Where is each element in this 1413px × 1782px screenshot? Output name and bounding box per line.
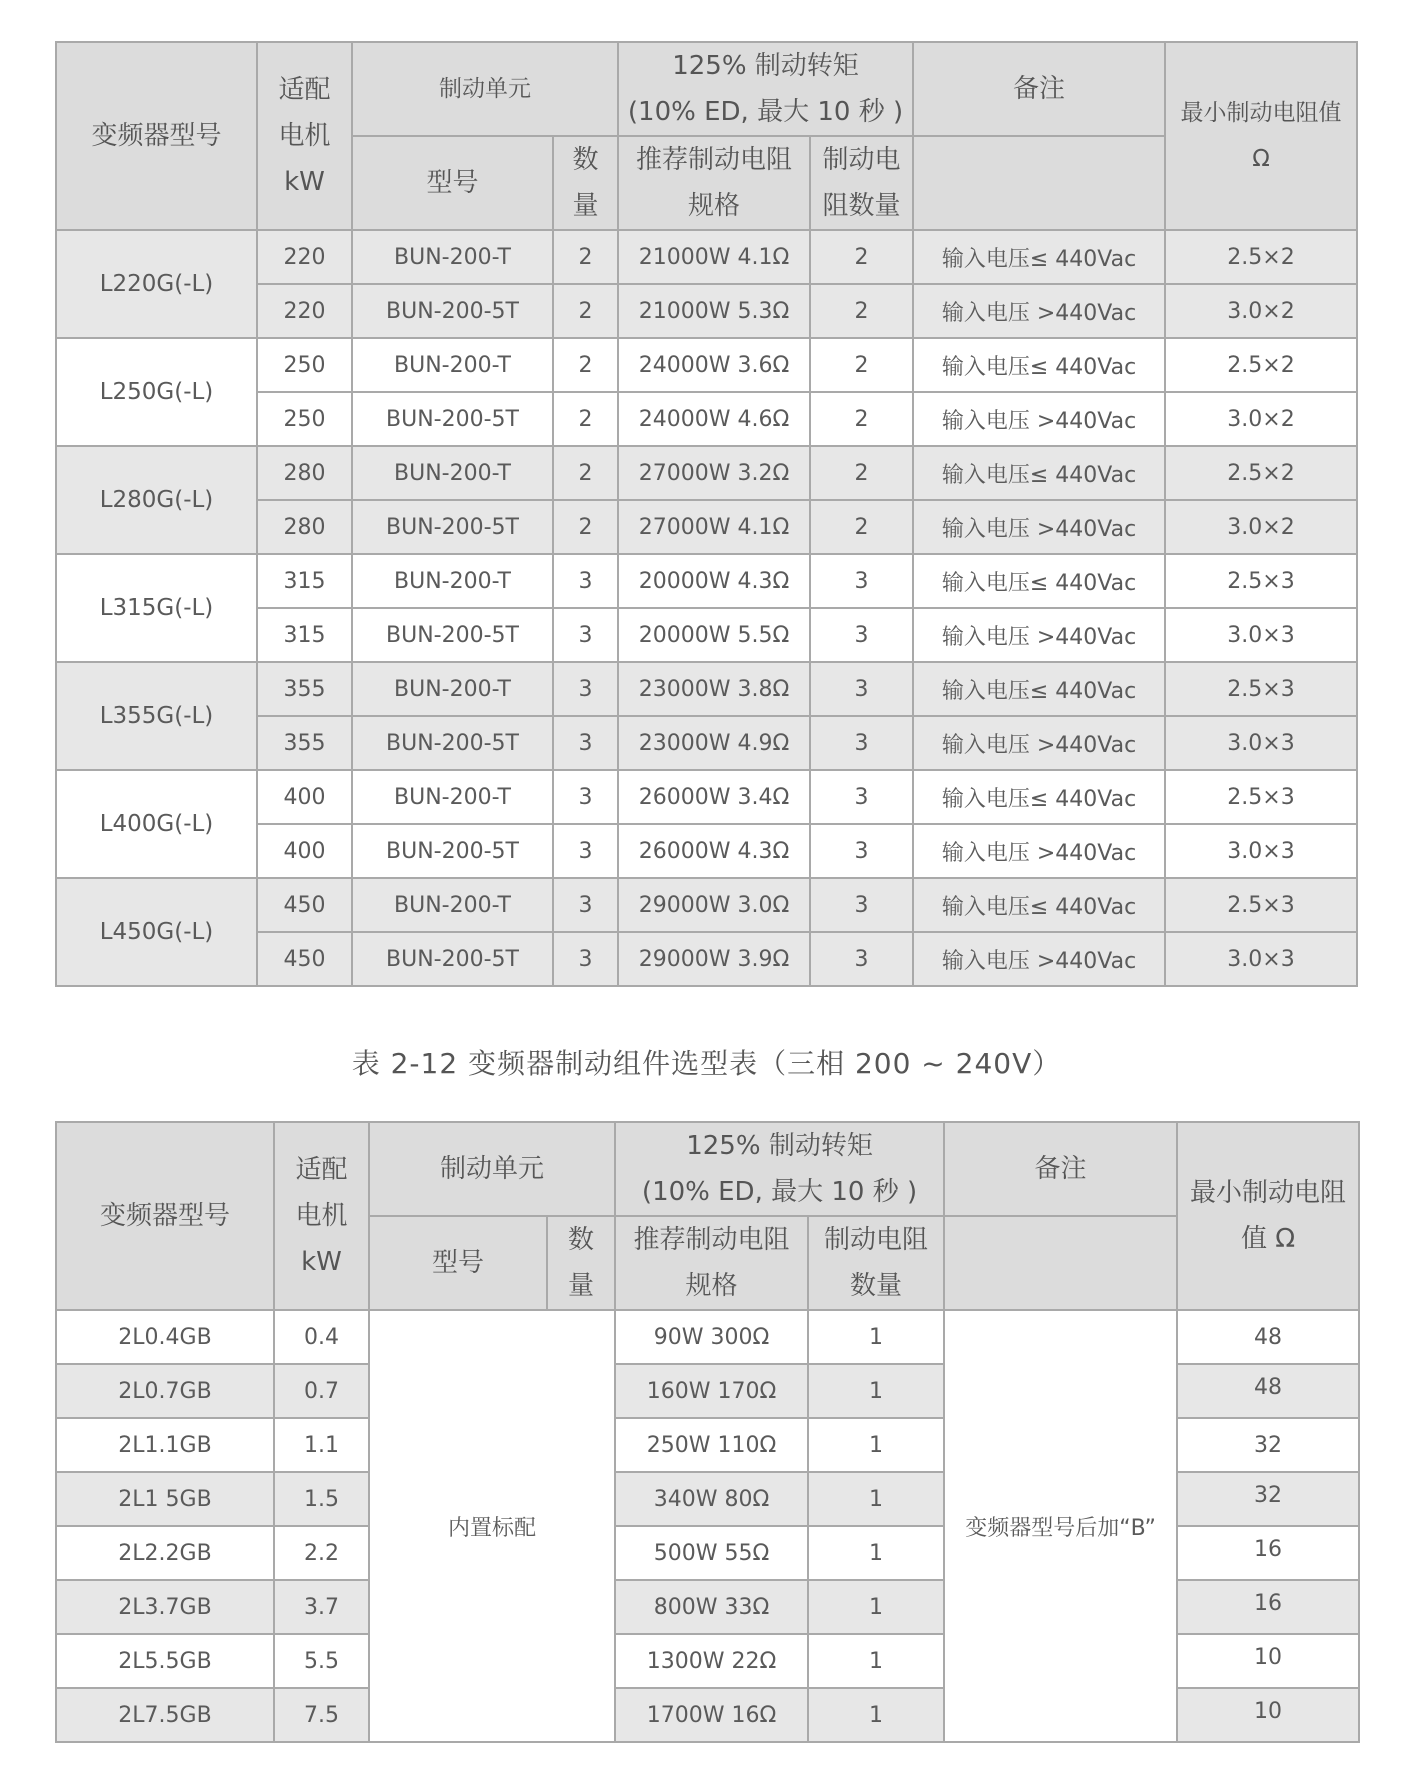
header-min-resistance-2 [1177, 1122, 1359, 1310]
resistor-qty-cell: 1 [808, 1310, 944, 1364]
min-resistance-cell: 32 [1177, 1418, 1359, 1472]
min-resistance-cell: 3.0×3 [1165, 716, 1357, 770]
header-min-res-line1: 最小制动电阻值 [1180, 100, 1342, 126]
brake-unit-qty-cell: 3 [553, 608, 618, 662]
motor-kw-cell: 315 [257, 608, 352, 662]
header-spec-line2: 规格 [687, 191, 740, 221]
min-resistance-cell: 2.5×2 [1165, 230, 1357, 284]
resistor-qty-cell: 3 [810, 662, 913, 716]
resistor-spec-cell: 29000W 3.0Ω [618, 878, 810, 932]
motor-kw-cell: 250 [257, 338, 352, 392]
brake-selection-table-200v [55, 1121, 1360, 1743]
table-row [56, 554, 1357, 608]
resistor-qty-cell: 3 [810, 716, 913, 770]
header-brake-unit: 制动单元 [352, 42, 618, 136]
brake-unit-model-cell: BUN-200-T [352, 662, 553, 716]
remark-cell: 输入电压 >440Vac [913, 932, 1165, 986]
remark-cell: 输入电压 >440Vac [913, 608, 1165, 662]
min-resistance-cell: 10 [1177, 1688, 1359, 1742]
brake-unit-qty-cell: 3 [553, 878, 618, 932]
header-res-qty-line1-2: 制动电阻 [824, 1225, 929, 1255]
min-resistance-cell: 2.5×2 [1165, 446, 1357, 500]
motor-kw-cell: 220 [257, 284, 352, 338]
remark-cell: 输入电压≤ 440Vac [913, 878, 1165, 932]
motor-kw-cell: 355 [257, 662, 352, 716]
inverter-model-cell: 2L0.7GB [56, 1364, 274, 1418]
header-torque-line2-2: (10% ED, 最大 10 秒 ) [641, 1177, 918, 1207]
brake-unit-qty-cell: 3 [553, 554, 618, 608]
header-resistor-qty [810, 136, 913, 230]
brake-unit-qty-cell: 2 [553, 446, 618, 500]
motor-kw-cell: 400 [257, 770, 352, 824]
remark-cell: 输入电压 >440Vac [913, 392, 1165, 446]
header-motor-line3: kW [284, 167, 325, 197]
header-qty-line1-2: 数 [568, 1225, 595, 1255]
header-resistor-qty-2 [808, 1216, 944, 1310]
remark-cell: 输入电压 >440Vac [913, 284, 1165, 338]
motor-kw-cell: 450 [257, 878, 352, 932]
min-resistance-cell: 3.0×3 [1165, 608, 1357, 662]
resistor-qty-cell: 3 [810, 824, 913, 878]
table-row [56, 338, 1357, 392]
brake-unit-model-cell: BUN-200-T [352, 770, 553, 824]
min-resistance-cell: 3.0×2 [1165, 500, 1357, 554]
resistor-spec-cell: 1300W 22Ω [615, 1634, 808, 1688]
header-torque-line2: (10% ED, 最大 10 秒 ) [627, 97, 904, 127]
brake-unit-qty-cell: 3 [553, 662, 618, 716]
brake-unit-qty-cell: 2 [553, 338, 618, 392]
resistor-qty-cell: 2 [810, 392, 913, 446]
header-unit-qty-2 [547, 1216, 615, 1310]
remark-cell: 输入电压 >440Vac [913, 716, 1165, 770]
remark-cell: 输入电压 >440Vac [913, 500, 1165, 554]
brake-unit-model-cell: BUN-200-5T [352, 824, 553, 878]
brake-unit-model-cell: BUN-200-5T [352, 932, 553, 986]
inverter-model-cell: L400G(-L) [56, 770, 257, 878]
table-caption: 表 2-12 变频器制动组件选型表（三相 200 ~ 240V） [351, 1047, 1062, 1080]
min-resistance-cell: 48 [1177, 1364, 1359, 1418]
resistor-spec-cell: 340W 80Ω [615, 1472, 808, 1526]
header-torque-line1: 125% 制动转矩 [672, 51, 859, 81]
header-torque-line1-2: 125% 制动转矩 [686, 1131, 873, 1161]
resistor-qty-cell: 3 [810, 878, 913, 932]
inverter-model-cell: L250G(-L) [56, 338, 257, 446]
table-row [56, 878, 1357, 932]
remark-cell: 输入电压≤ 440Vac [913, 662, 1165, 716]
min-resistance-cell: 32 [1177, 1472, 1359, 1526]
remark-cell: 输入电压 >440Vac [913, 824, 1165, 878]
brake-selection-table-400v [55, 41, 1358, 987]
resistor-spec-cell: 20000W 4.3Ω [618, 554, 810, 608]
resistor-spec-cell: 27000W 3.2Ω [618, 446, 810, 500]
builtin-brake-unit-cell: 内置标配 [369, 1310, 615, 1742]
min-resistance-cell: 48 [1177, 1310, 1359, 1364]
min-resistance-cell: 2.5×3 [1165, 554, 1357, 608]
brake-unit-qty-cell: 2 [553, 230, 618, 284]
resistor-qty-cell: 1 [808, 1634, 944, 1688]
header-res-qty-line2-2: 数量 [850, 1271, 903, 1301]
header-unit-model-2: 型号 [369, 1216, 547, 1310]
brake-unit-qty-cell: 2 [553, 500, 618, 554]
resistor-spec-cell: 26000W 4.3Ω [618, 824, 810, 878]
motor-kw-cell: 220 [257, 230, 352, 284]
remark-cell: 输入电压≤ 440Vac [913, 230, 1165, 284]
header-unit-qty [553, 136, 618, 230]
header-remark-2: 备注 [944, 1122, 1177, 1216]
inverter-model-cell: L355G(-L) [56, 662, 257, 770]
inverter-model-cell: L315G(-L) [56, 554, 257, 662]
remark-cell: 变频器型号后加“B” [944, 1310, 1177, 1742]
header-min-res-line1-2: 最小制动电阻 [1190, 1178, 1347, 1208]
motor-kw-cell: 1.1 [274, 1418, 369, 1472]
resistor-spec-cell: 800W 33Ω [615, 1580, 808, 1634]
min-resistance-cell: 3.0×3 [1165, 932, 1357, 986]
resistor-spec-cell: 24000W 4.6Ω [618, 392, 810, 446]
header-qty-line2-2: 量 [568, 1271, 595, 1301]
resistor-qty-cell: 3 [810, 932, 913, 986]
inverter-model-cell: L450G(-L) [56, 878, 257, 986]
brake-unit-model-cell: BUN-200-5T [352, 608, 553, 662]
resistor-spec-cell: 20000W 5.5Ω [618, 608, 810, 662]
motor-kw-cell: 0.4 [274, 1310, 369, 1364]
min-resistance-cell: 16 [1177, 1580, 1359, 1634]
motor-kw-cell: 1.5 [274, 1472, 369, 1526]
inverter-model-cell: L220G(-L) [56, 230, 257, 338]
header-remark-blank [913, 136, 1165, 230]
resistor-spec-cell: 23000W 4.9Ω [618, 716, 810, 770]
min-resistance-cell: 2.5×3 [1165, 770, 1357, 824]
resistor-qty-cell: 3 [810, 770, 913, 824]
min-resistance-cell: 10 [1177, 1634, 1359, 1688]
resistor-spec-cell: 500W 55Ω [615, 1526, 808, 1580]
inverter-model-cell: 2L7.5GB [56, 1688, 274, 1742]
motor-kw-cell: 250 [257, 392, 352, 446]
header-remark-blank-2 [944, 1216, 1177, 1310]
resistor-spec-cell: 29000W 3.9Ω [618, 932, 810, 986]
resistor-spec-cell: 23000W 3.8Ω [618, 662, 810, 716]
motor-kw-cell: 2.2 [274, 1526, 369, 1580]
header-motor-line1: 适配 [278, 75, 331, 105]
inverter-model-cell: 2L2.2GB [56, 1526, 274, 1580]
header-brake-torque-2 [615, 1122, 944, 1216]
header-min-res-line2-2: 值 Ω [1240, 1224, 1296, 1254]
table-row [56, 770, 1357, 824]
inverter-model-cell: 2L0.4GB [56, 1310, 274, 1364]
inverter-model-cell: 2L5.5GB [56, 1634, 274, 1688]
brake-unit-model-cell: BUN-200-T [352, 446, 553, 500]
motor-kw-cell: 3.7 [274, 1580, 369, 1634]
brake-unit-model-cell: BUN-200-T [352, 338, 553, 392]
header-spec-line2-2: 规格 [685, 1271, 738, 1301]
resistor-qty-cell: 2 [810, 230, 913, 284]
header-qty-line2: 量 [572, 191, 599, 221]
header-resistor-spec-2 [615, 1216, 808, 1310]
resistor-spec-cell: 1700W 16Ω [615, 1688, 808, 1742]
header-motor-line3-2: kW [301, 1247, 342, 1277]
header-motor-kw [257, 42, 352, 230]
brake-unit-model-cell: BUN-200-5T [352, 500, 553, 554]
header-spec-line1-2: 推荐制动电阻 [633, 1225, 790, 1255]
resistor-spec-cell: 27000W 4.1Ω [618, 500, 810, 554]
brake-unit-model-cell: BUN-200-T [352, 554, 553, 608]
brake-unit-model-cell: BUN-200-T [352, 878, 553, 932]
brake-unit-qty-cell: 2 [553, 392, 618, 446]
resistor-qty-cell: 1 [808, 1526, 944, 1580]
inverter-model-cell: 2L1.1GB [56, 1418, 274, 1472]
resistor-qty-cell: 3 [810, 608, 913, 662]
motor-kw-cell: 280 [257, 500, 352, 554]
remark-cell: 输入电压≤ 440Vac [913, 338, 1165, 392]
resistor-qty-cell: 1 [808, 1688, 944, 1742]
resistor-spec-cell: 24000W 3.6Ω [618, 338, 810, 392]
min-resistance-cell: 3.0×3 [1165, 824, 1357, 878]
brake-unit-model-cell: BUN-200-5T [352, 392, 553, 446]
inverter-model-cell: 2L1 5GB [56, 1472, 274, 1526]
motor-kw-cell: 0.7 [274, 1364, 369, 1418]
header-motor-line2: 电机 [278, 121, 331, 151]
header-qty-line1: 数 [572, 145, 599, 175]
resistor-qty-cell: 1 [808, 1472, 944, 1526]
resistor-qty-cell: 1 [808, 1364, 944, 1418]
header-motor-kw-2 [274, 1122, 369, 1310]
motor-kw-cell: 400 [257, 824, 352, 878]
header-remark: 备注 [913, 42, 1165, 136]
resistor-qty-cell: 2 [810, 446, 913, 500]
resistor-qty-cell: 1 [808, 1580, 944, 1634]
header-min-resistance [1165, 42, 1357, 230]
brake-unit-qty-cell: 3 [553, 932, 618, 986]
min-resistance-cell: 16 [1177, 1526, 1359, 1580]
brake-unit-model-cell: BUN-200-T [352, 230, 553, 284]
header-inverter-model: 变频器型号 [56, 42, 257, 230]
remark-cell: 输入电压≤ 440Vac [913, 770, 1165, 824]
motor-kw-cell: 7.5 [274, 1688, 369, 1742]
resistor-qty-cell: 1 [808, 1418, 944, 1472]
header-brake-unit-2: 制动单元 [369, 1122, 615, 1216]
header-unit-model: 型号 [352, 136, 553, 230]
resistor-spec-cell: 26000W 3.4Ω [618, 770, 810, 824]
resistor-spec-cell: 160W 170Ω [615, 1364, 808, 1418]
inverter-model-cell: L280G(-L) [56, 446, 257, 554]
min-resistance-cell: 3.0×2 [1165, 392, 1357, 446]
brake-unit-qty-cell: 3 [553, 824, 618, 878]
header-res-qty-line2: 阻数量 [822, 191, 901, 221]
header-motor-line1-2: 适配 [295, 1155, 348, 1185]
table-row [56, 230, 1357, 284]
header-resistor-spec [618, 136, 810, 230]
min-resistance-cell: 2.5×3 [1165, 662, 1357, 716]
brake-unit-model-cell: BUN-200-5T [352, 716, 553, 770]
header-brake-torque [618, 42, 913, 136]
brake-unit-qty-cell: 2 [553, 284, 618, 338]
brake-unit-qty-cell: 3 [553, 716, 618, 770]
motor-kw-cell: 355 [257, 716, 352, 770]
resistor-qty-cell: 2 [810, 338, 913, 392]
motor-kw-cell: 5.5 [274, 1634, 369, 1688]
min-resistance-cell: 2.5×2 [1165, 338, 1357, 392]
inverter-model-cell: 2L3.7GB [56, 1580, 274, 1634]
min-resistance-cell: 3.0×2 [1165, 284, 1357, 338]
motor-kw-cell: 280 [257, 446, 352, 500]
brake-unit-model-cell: BUN-200-5T [352, 284, 553, 338]
header-spec-line1: 推荐制动电阻 [635, 145, 792, 175]
resistor-spec-cell: 250W 110Ω [615, 1418, 808, 1472]
table-row [56, 446, 1357, 500]
remark-cell: 输入电压≤ 440Vac [913, 554, 1165, 608]
motor-kw-cell: 315 [257, 554, 352, 608]
resistor-qty-cell: 2 [810, 284, 913, 338]
remark-cell: 输入电压≤ 440Vac [913, 446, 1165, 500]
resistor-spec-cell: 90W 300Ω [615, 1310, 808, 1364]
min-resistance-cell: 2.5×3 [1165, 878, 1357, 932]
resistor-qty-cell: 3 [810, 554, 913, 608]
table-row [56, 1310, 1359, 1364]
header-res-qty-line1: 制动电 [822, 145, 901, 175]
resistor-spec-cell: 21000W 4.1Ω [618, 230, 810, 284]
table-row [56, 662, 1357, 716]
header-inverter-model-2: 变频器型号 [56, 1122, 274, 1310]
resistor-spec-cell: 21000W 5.3Ω [618, 284, 810, 338]
header-motor-line2-2: 电机 [295, 1201, 348, 1231]
motor-kw-cell: 450 [257, 932, 352, 986]
resistor-qty-cell: 2 [810, 500, 913, 554]
header-min-res-line2: Ω [1252, 146, 1270, 172]
brake-unit-qty-cell: 3 [553, 770, 618, 824]
